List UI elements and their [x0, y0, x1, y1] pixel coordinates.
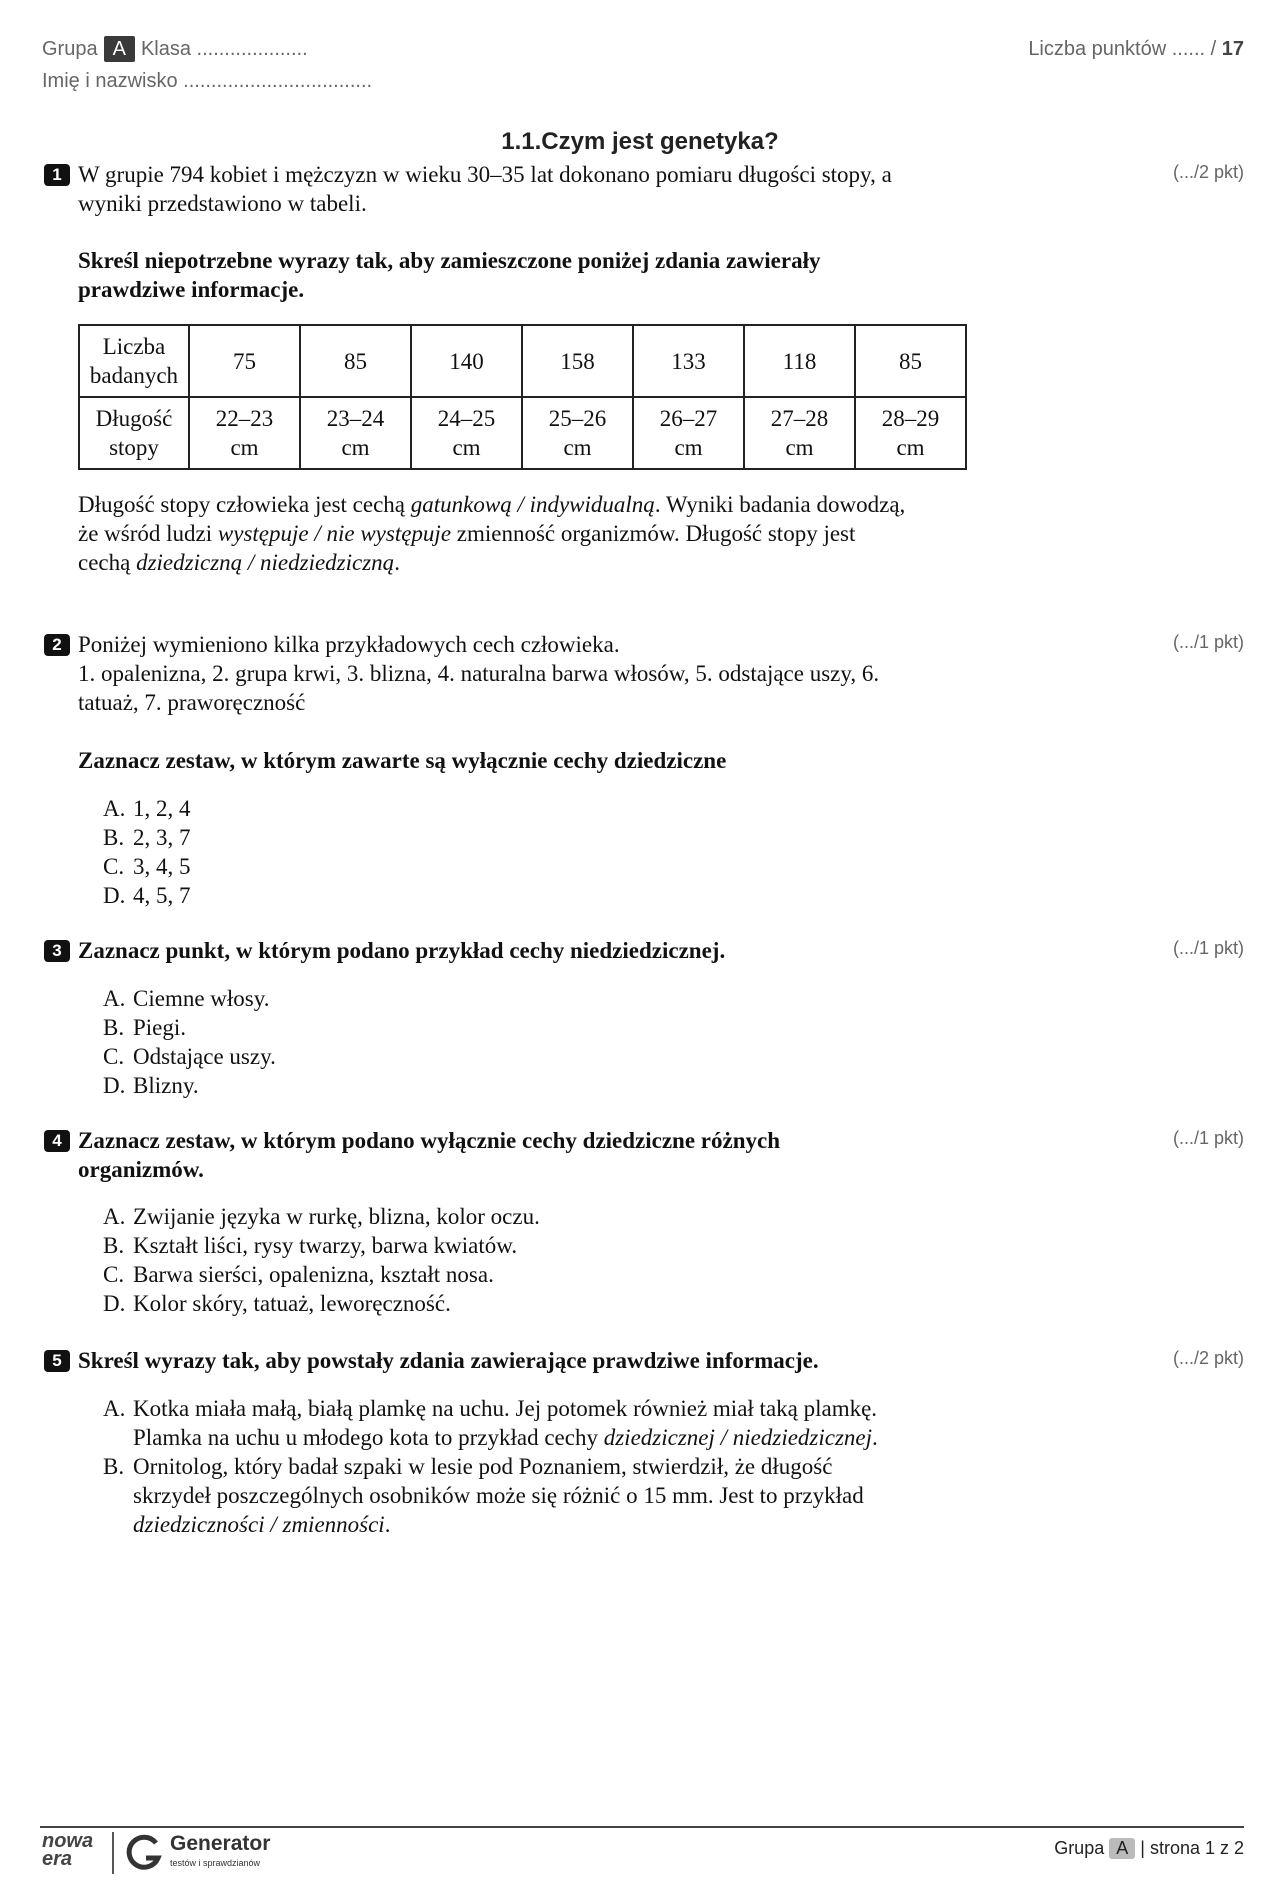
table-cell: 26–27 cm: [633, 397, 744, 469]
table-cell: 140: [411, 325, 522, 397]
points-total: [1028, 38, 1244, 61]
strike-option[interactable]: dziedziczności / zmienności: [133, 1512, 385, 1537]
q1-intro-line: W grupie 794 kobiet i mężczyzn w wieku 30–35 lat dokonano pomiaru długości stopy, a: [78, 162, 892, 187]
question-number-5: 5: [44, 1350, 70, 1372]
question-points-3: (.../1 pkt): [1172, 938, 1244, 958]
group-letter-badge: A: [104, 36, 135, 62]
table-cell: 27–28 cm: [744, 397, 855, 469]
question-number-4: 4: [44, 1130, 70, 1152]
q1-sentences: [78, 490, 978, 577]
table-row: [79, 397, 966, 469]
strike-option[interactable]: gatunkową / indywidualną: [410, 492, 655, 517]
points-max: 17: [1221, 38, 1244, 60]
q5-item-b: [103, 1452, 963, 1539]
table-row: [79, 325, 966, 397]
answer-option[interactable]: C. Barwa sierści, opalenizna, kształt nosa.: [103, 1262, 494, 1287]
strike-option[interactable]: dziedziczną / niedziedziczną: [136, 550, 395, 575]
question-points-2: (.../1 pkt): [1172, 632, 1244, 652]
header-group-class: [42, 36, 308, 62]
q1-sentence-line: cechą dziedziczną / niedziedziczną.: [78, 550, 400, 575]
q2-options: [103, 794, 191, 910]
q1-intro: [78, 160, 978, 218]
nowa-era-logo: nowa era: [42, 1830, 94, 1870]
table-cell: 85: [855, 325, 966, 397]
strike-option[interactable]: dziedzicznej / niedziedzicznej: [603, 1425, 873, 1450]
answer-option[interactable]: D. 4, 5, 7: [103, 883, 191, 908]
table-header-cell: Liczba badanych: [79, 325, 189, 397]
q3-options: [103, 984, 276, 1100]
answer-option[interactable]: A. Ciemne włosy.: [103, 986, 270, 1011]
footer-page-info: [1054, 1838, 1244, 1859]
table-cell: 22–23 cm: [189, 397, 300, 469]
generator-g-icon: [126, 1834, 164, 1874]
q1-sentence-line: że wśród ludzi występuje / nie występuje zmienność organizmów. Długość stopy jest: [78, 521, 856, 546]
generator-title: Generator: [170, 1832, 271, 1855]
item-letter: A.: [103, 1396, 126, 1421]
question-points-4: (.../1 pkt): [1172, 1128, 1244, 1148]
question-points-1: (.../2 pkt): [1172, 162, 1244, 182]
q5-item-a: [103, 1394, 963, 1452]
q2-intro-line: tatuaż, 7. praworęczność: [78, 690, 306, 715]
q2-intro-line: Poniżej wymieniono kilka przykładowych cech człowieka.: [78, 632, 620, 657]
q1-instruction-line: prawdziwe informacje.: [78, 277, 305, 302]
q4-instruction: [78, 1126, 978, 1184]
table-cell: 133: [633, 325, 744, 397]
q5-instruction: Skreśl wyrazy tak, aby powstały zdania zawierające prawdziwe informacje.: [78, 1348, 819, 1373]
class-field: Klasa ....................: [140, 38, 308, 60]
strike-option[interactable]: występuje / nie występuje: [217, 521, 452, 546]
answer-option[interactable]: A. 1, 2, 4: [103, 796, 191, 821]
q5-items: [103, 1394, 963, 1539]
name-field: Imię i nazwisko ..................................: [42, 70, 373, 92]
q4-instruction-line: organizmów.: [78, 1157, 204, 1182]
answer-option[interactable]: B. Piegi.: [103, 1015, 187, 1040]
page-number: | strona 1 z 2: [1140, 1838, 1244, 1858]
answer-option[interactable]: D. Kolor skóry, tatuaż, leworęczność.: [103, 1291, 451, 1316]
q2-instruction: Zaznacz zestaw, w którym zawarte są wyłącznie cechy dziedziczne: [78, 748, 727, 773]
footer-group-label: Grupa: [1054, 1838, 1105, 1858]
footer-divider: [40, 1826, 1244, 1828]
answer-option[interactable]: A. Zwijanie języka w rurkę, blizna, kolor oczu.: [103, 1204, 540, 1229]
footer-group-badge: A: [1109, 1838, 1135, 1859]
page-title: 1.1.Czym jest genetyka?: [501, 128, 779, 155]
q4-instruction-line: Zaznacz zestaw, w którym podano wyłącznie cechy dziedziczne różnych: [78, 1128, 781, 1153]
item-line: Plamka na uchu u młodego kota to przykład cechy dziedzicznej / niedziedzicznej.: [133, 1425, 878, 1450]
q2-intro: [78, 630, 978, 717]
answer-option[interactable]: D. Blizny.: [103, 1073, 199, 1098]
table-cell: 28–29 cm: [855, 397, 966, 469]
table-header-cell: Długość stopy: [79, 397, 189, 469]
q1-sentence-line: Długość stopy człowieka jest cechą gatunkową / indywidualną. Wyniki badania dowodzą,: [78, 492, 906, 517]
q1-instruction-line: Skreśl niepotrzebne wyrazy tak, aby zamieszczone poniżej zdania zawierały: [78, 248, 821, 273]
q3-instruction: Zaznacz punkt, w którym podano przykład cechy niedziedzicznej.: [78, 938, 726, 963]
group-label: Grupa: [42, 38, 98, 60]
table-cell: 25–26 cm: [522, 397, 633, 469]
question-points-5: (.../2 pkt): [1172, 1348, 1244, 1368]
table-cell: 24–25 cm: [411, 397, 522, 469]
foot-length-table: [78, 324, 967, 470]
answer-option[interactable]: B. 2, 3, 7: [103, 825, 191, 850]
table-cell: 75: [189, 325, 300, 397]
generator-subtitle: testów i sprawdzianów: [170, 1858, 261, 1868]
answer-option[interactable]: B. Kształt liści, rysy twarzy, barwa kwiatów.: [103, 1233, 518, 1258]
answer-option[interactable]: C. 3, 4, 5: [103, 854, 191, 879]
table-cell: 118: [744, 325, 855, 397]
q2-intro-line: 1. opalenizna, 2. grupa krwi, 3. blizna, 4. naturalna barwa włosów, 5. odstające uszy, 6.: [78, 661, 880, 686]
q4-options: [103, 1202, 540, 1318]
item-line: Kotka miała małą, białą plamkę na uchu. Jej potomek również miał taką plamkę.: [133, 1396, 878, 1421]
logo-divider: [112, 1832, 114, 1874]
item-line: Ornitolog, który badał szpaki w lesie pod Poznaniem, stwierdził, że długość: [133, 1454, 833, 1479]
table-cell: 85: [300, 325, 411, 397]
answer-option[interactable]: C. Odstające uszy.: [103, 1044, 276, 1069]
item-line: dziedziczności / zmienności.: [133, 1512, 391, 1537]
points-label: Liczba punktów ...... /: [1028, 38, 1217, 60]
question-number-1: 1: [44, 164, 70, 186]
table-cell: 23–24 cm: [300, 397, 411, 469]
item-line: skrzydeł poszczególnych osobników może się różnić o 15 mm. Jest to przykład: [133, 1483, 864, 1508]
q1-intro-line: wyniki przedstawiono w tabeli.: [78, 191, 367, 216]
question-number-3: 3: [44, 940, 70, 962]
item-letter: B.: [103, 1454, 125, 1479]
q1-instruction: [78, 246, 978, 304]
table-cell: 158: [522, 325, 633, 397]
question-number-2: 2: [44, 634, 70, 656]
